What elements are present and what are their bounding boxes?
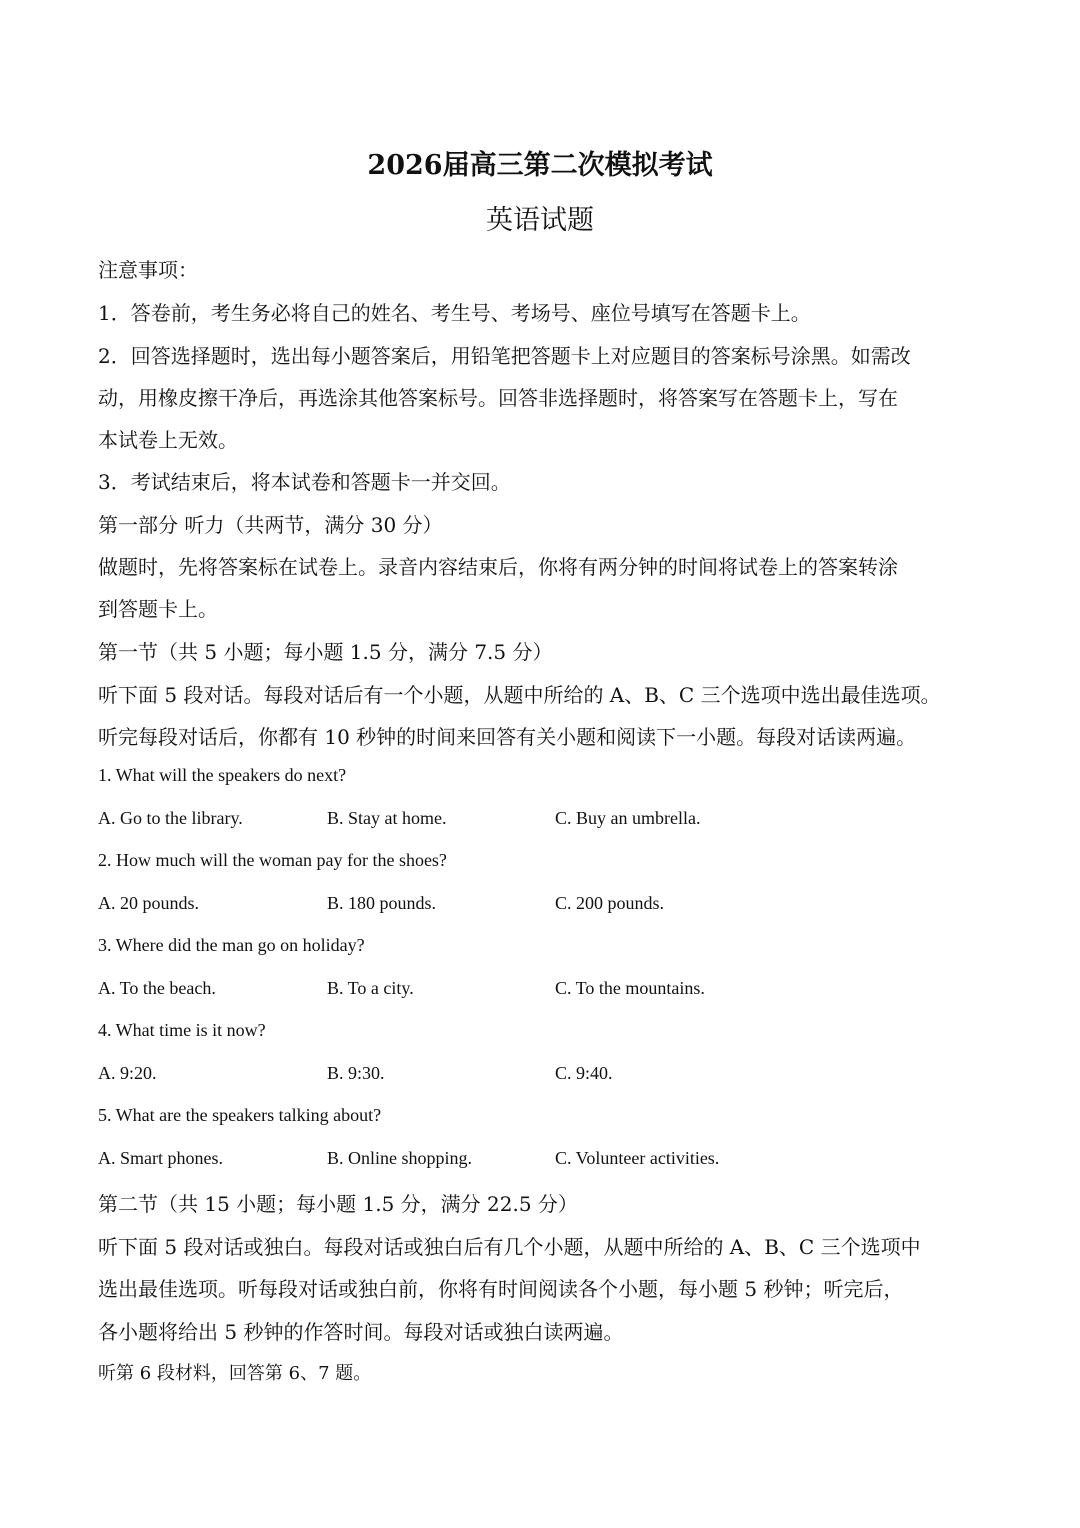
section1-heading: 第一节（共 5 小题；每小题 1.5 分，满分 7.5 分） <box>98 640 553 664</box>
material-note: 听第 6 段材料，回答第 6、7 题。 <box>98 1363 372 1384</box>
q2-option-a: A. 20 pounds. <box>98 893 200 913</box>
notice-line: 动，用橡皮擦干净后，再选涂其他答案标号。回答非选择题时，将答案写在答题卡上，写在 <box>98 386 898 410</box>
q5-option-c: C. Volunteer activities. <box>555 1148 720 1168</box>
q1-option-b: B. Stay at home. <box>327 808 447 828</box>
notice-line: 本试卷上无效。 <box>98 428 238 452</box>
part1-instruction: 做题时，先将答案标在试卷上。录音内容结束后，你将有两分钟的时间将试卷上的答案转涂 <box>98 555 898 579</box>
q3-option-b: B. To a city. <box>327 978 414 998</box>
notice-line: 3．考试结束后，将本试卷和答题卡一并交回。 <box>98 470 511 494</box>
notice-line: 2．回答选择题时，选出每小题答案后，用铅笔把答题卡上对应题目的答案标号涂黑。如需改 <box>98 344 911 368</box>
section1-instruction: 听完每段对话后，你都有 10 秒钟的时间来回答有关小题和阅读下一小题。每段对话读两遍。 <box>98 725 917 749</box>
q2-option-c: C. 200 pounds. <box>555 893 665 913</box>
section1-instruction: 听下面 5 段对话。每段对话后有一个小题，从题中所给的 A、B、C 三个选项中选出最佳选项。 <box>98 683 941 707</box>
section2-heading: 第二节（共 15 小题；每小题 1.5 分，满分 22.5 分） <box>98 1192 578 1216</box>
q4-option-a: A. 9:20. <box>98 1063 157 1083</box>
section2-instruction: 选出最佳选项。听每段对话或独白前，你将有时间阅读各个小题，每小题 5 秒钟；听完后， <box>98 1277 904 1301</box>
section2-instruction: 各小题将给出 5 秒钟的作答时间。每段对话或独白读两遍。 <box>98 1320 624 1344</box>
q3-option-a: A. To the beach. <box>98 978 216 998</box>
question-3: 3. Where did the man go on holiday? <box>98 935 365 955</box>
notice-line: 1．答卷前，考生务必将自己的姓名、考生号、考场号、座位号填写在答题卡上。 <box>98 301 811 325</box>
q5-option-a: A. Smart phones. <box>98 1148 223 1168</box>
section2-instruction: 听下面 5 段对话或独白。每段对话或独白后有几个小题，从题中所给的 A、B、C 三个选项中 <box>98 1235 921 1259</box>
question-5: 5. What are the speakers talking about? <box>98 1105 382 1125</box>
exam-title: 2026届高三第二次模拟考试 <box>367 150 713 181</box>
question-1: 1. What will the speakers do next? <box>98 765 347 785</box>
q3-option-c: C. To the mountains. <box>555 978 705 998</box>
question-4: 4. What time is it now? <box>98 1020 266 1040</box>
q4-option-b: B. 9:30. <box>327 1063 385 1083</box>
q1-option-c: C. Buy an umbrella. <box>555 808 701 828</box>
q4-option-c: C. 9:40. <box>555 1063 613 1083</box>
notice-heading: 注意事项： <box>98 258 198 282</box>
q1-option-a: A. Go to the library. <box>98 808 243 828</box>
q5-option-b: B. Online shopping. <box>327 1148 473 1168</box>
part1-instruction: 到答题卡上。 <box>98 597 218 621</box>
question-2: 2. How much will the woman pay for the shoes? <box>98 850 447 870</box>
part1-heading: 第一部分 听力（共两节，满分 30 分） <box>98 513 443 537</box>
q2-option-b: B. 180 pounds. <box>327 893 437 913</box>
exam-subtitle: 英语试题 <box>486 205 594 236</box>
